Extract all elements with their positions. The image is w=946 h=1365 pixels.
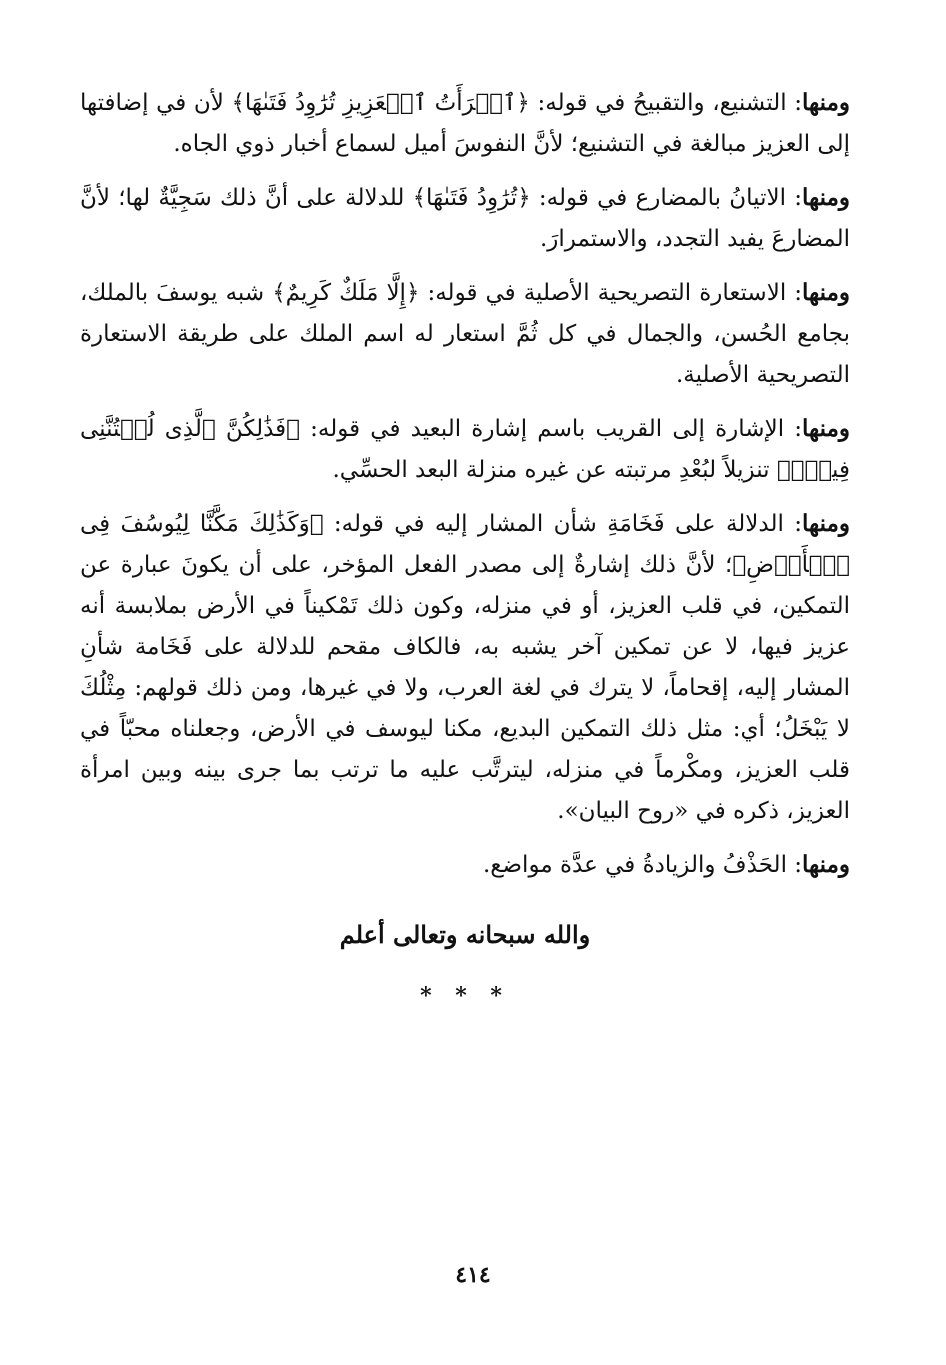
- paragraph-lead: ومنها: [802, 415, 850, 442]
- paragraph-lead: ومنها: [802, 89, 850, 116]
- paragraph-lead: ومنها: [802, 851, 850, 878]
- paragraph-text: : الاستعارة التصريحية الأصلية في قوله: ﴿إِلَّا مَلَكٌ كَرِيمٌ﴾ شبه يوسفَ بالملك، بجامع الحُسن، والجمال في كل ثُمَّ استعار له اسم الملك على طريقة الاستعارة التصريحية الأصلية.: [80, 280, 850, 388]
- closing-line: والله سبحانه وتعالى أعلم: [339, 920, 591, 949]
- page-number: ٤١٤: [455, 1262, 491, 1288]
- paragraph: [80, 408, 850, 491]
- paragraph-lead: ومنها: [802, 510, 850, 537]
- paragraph-text: : التشنيع، والتقبيحُ في قوله: ﴿ٱمۡرَأَتُ ٱلۡعَزِيزِ تُرَٰوِدُ فَتَىٰهَا﴾ لأن في إضافتها إلى العزيز مبالغة في التشنيع؛ لأنَّ النفوسَ أميل لسماع أخبار ذوي الجاه.: [80, 90, 850, 157]
- paragraph: [80, 503, 850, 832]
- paragraphs: [80, 82, 850, 886]
- paragraph-text: : الحَذْفُ والزيادةُ في عدَّة مواضع.: [482, 852, 803, 878]
- section-separator: * * *: [420, 983, 510, 1009]
- paragraph: [80, 82, 850, 165]
- paragraph-text: : الدلالة على فَخَامَةِ شأن المشار إليه في قوله: ﴿وَكَذَٰلِكَ مَكَّنَّا لِيُوسُفَ فِى ٱلۡأَرۡضِ﴾؛ لأنَّ ذلك إشارةٌ إلى مصدر الفعل المؤخر، على أن يكونَ عبارة عن التمكين، في قلب العزيز، أو في منزله، وكون ذلك تَمْكيناً في الأرض بملابسة أنه عزيز فيها، لا عن تمكين آخر يشبه به، فالكاف مقحم للدلالة على فَخَامة شأنِ المشار إليه، إقحاماً، لا يترك في لغة العرب، ولا في غيرها، ومن ذلك قولهم: مِثْلُكَ لا يَبْخَلُ؛ أي: مثل ذلك التمكين البديع، مكنا ليوسف في الأرض، وجعلناه محبّاً في قلب العزيز، ومكْرماً في منزله، ليترتَّب عليه ما ترتب بما جرى بينه وبين امرأة العزيز، ذكره في «روح البيان».: [80, 511, 850, 824]
- paragraph: [80, 272, 850, 396]
- paragraph: [80, 177, 850, 260]
- paragraph-lead: ومنها: [802, 279, 850, 306]
- paragraph-text: : الإشارة إلى القريب باسم إشارة البعيد في قوله: ﴿فَذَٰلِكُنَّ ٱلَّذِى لُمۡتُنَّنِى فِيهِۖ﴾ تنزيلاً لبُعْدِ مرتبته عن غيره منزلة البعد الحسِّي.: [80, 416, 850, 483]
- paragraph-text: : الاتيانُ بالمضارع في قوله: ﴿تُرَٰوِدُ فَتَىٰهَا﴾ للدلالة على أنَّ ذلك سَجِيَّةٌ لها؛ لأنَّ المضارعَ يفيد التجدد، والاستمرارَ.: [80, 185, 850, 252]
- paragraph-lead: ومنها: [802, 184, 850, 211]
- paragraph: [80, 844, 850, 886]
